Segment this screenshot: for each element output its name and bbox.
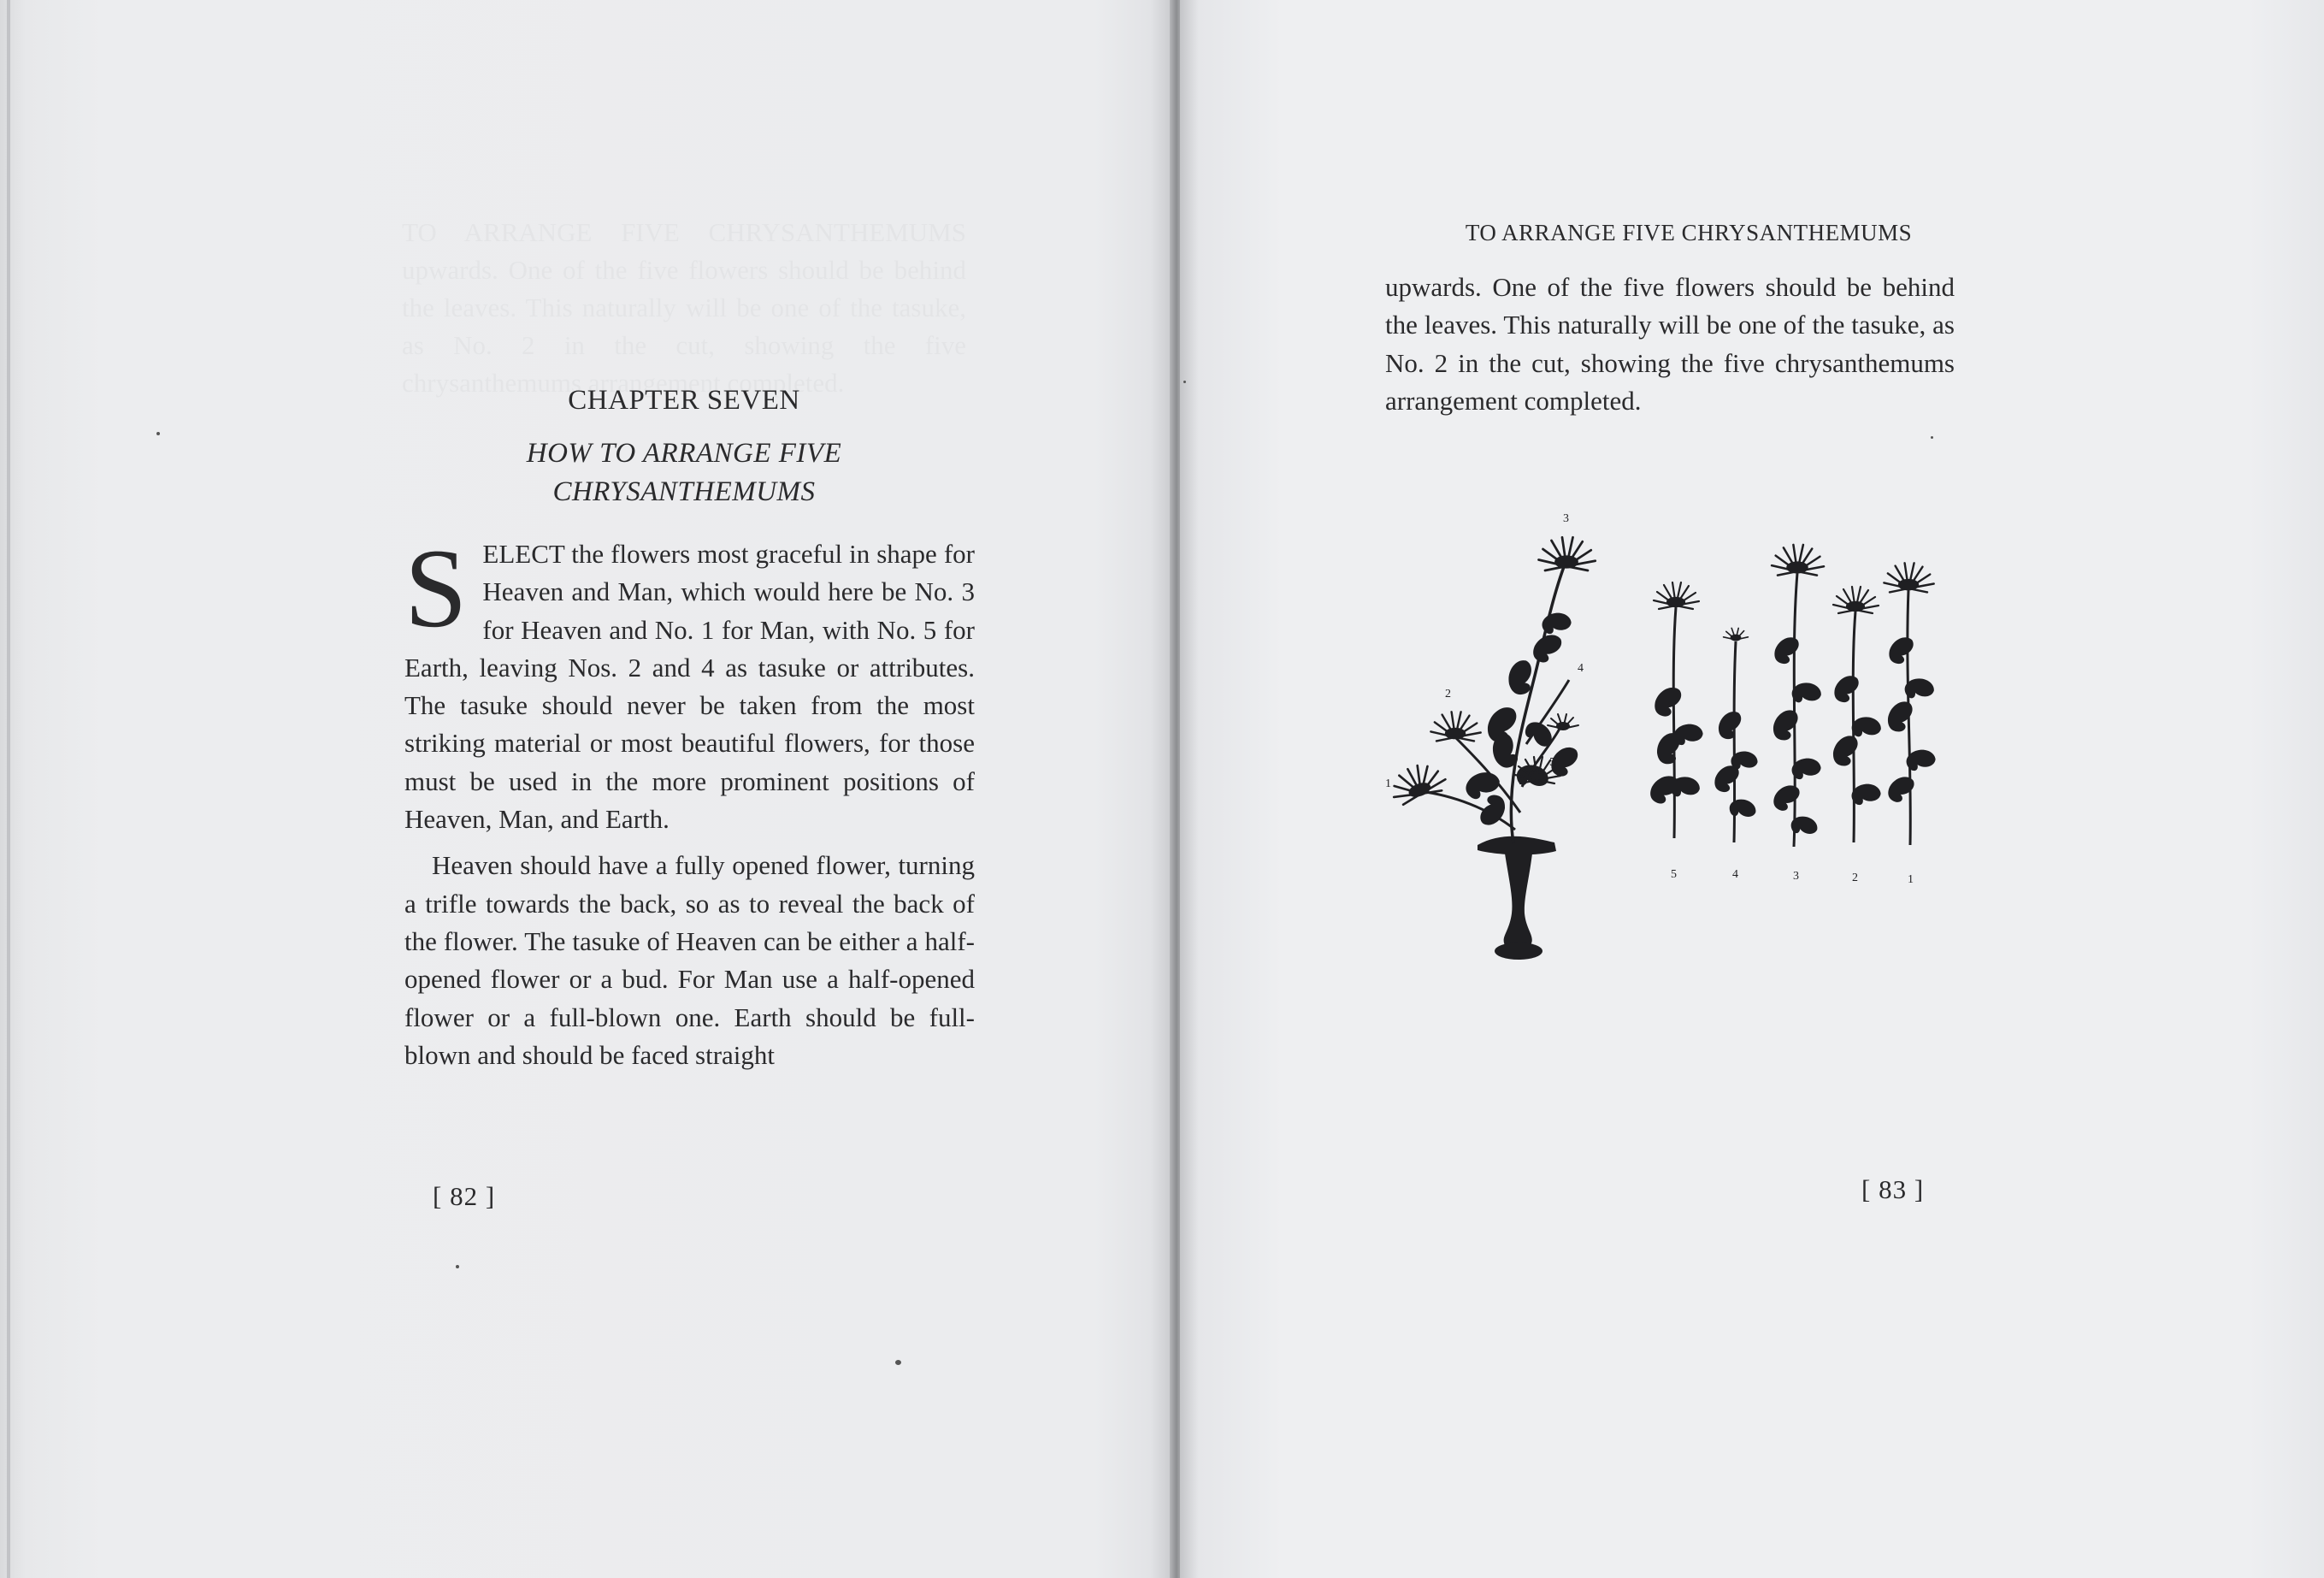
paragraph-heaven <box>404 847 975 1074</box>
show-through-text <box>402 214 966 402</box>
paper-speck <box>1931 436 1933 439</box>
running-head: TO ARRANGE FIVE CHRYSANTHEMUMS <box>1465 220 1913 245</box>
figure-label: 4 <box>1732 868 1738 881</box>
chapter-title-line1: HOW TO ARRANGE FIVE <box>526 438 842 469</box>
figure-label: 5 <box>1549 756 1555 769</box>
chrysanthemum-arrangement-illustration <box>1385 505 1984 984</box>
paper-speck <box>1183 381 1186 383</box>
figure-label: 2 <box>1852 872 1858 884</box>
drop-cap: S <box>404 525 468 651</box>
figure-label: 2 <box>1445 688 1451 700</box>
stem-3 <box>1767 545 1824 847</box>
page-edge <box>7 0 10 1578</box>
stem-5 <box>1648 582 1705 838</box>
paper-speck <box>156 432 160 435</box>
paragraph-select-text: ELECT the flowers most graceful in shape for Heaven and Man, which would here be No. 3 for Heaven and No. 1 for Man, with No. 5 for Earth, leaving Nos. 2 and 4 as tasuke or attributes. The tasuke should never be taken from the most striking material or most beautiful flowers, for those must be used in the more prominent positions of Heaven, Man, and Earth. <box>404 539 975 835</box>
vase-arrangement <box>1387 537 1596 960</box>
figure-label: 1 <box>1385 777 1391 790</box>
paper-speck <box>895 1360 901 1365</box>
paragraph-select <box>404 525 975 838</box>
chapter-title-line2: CHRYSANTHEMUMS <box>552 476 816 507</box>
page-number-left: [ 82 ] <box>433 1181 496 1211</box>
stem-2 <box>1826 587 1884 842</box>
figure-label: 4 <box>1578 662 1584 675</box>
page-number-right: [ 83 ] <box>1861 1174 1925 1204</box>
stem-4 <box>1710 628 1760 842</box>
figure-label: 3 <box>1563 512 1569 525</box>
paragraph-upwards <box>1385 269 1955 420</box>
figure-label: 1 <box>1908 873 1914 886</box>
left-body-text <box>404 525 975 1074</box>
chapter-title <box>402 434 966 511</box>
five-stems <box>1648 545 1938 847</box>
chapter-heading: CHAPTER SEVEN <box>568 385 800 416</box>
figure-label: 3 <box>1793 870 1799 883</box>
figure-label: 5 <box>1671 868 1677 881</box>
right-body-text <box>1385 269 1955 420</box>
paragraph-heaven-text: Heaven should have a fully opened flower, turning a trifle towards the back, so as to reveal the back of the flower. The tasuke of Heaven can be either a half-opened flower or a bud. For Man use a half-opened flower or a full-blown one. Earth should be full-blown and should be faced straight <box>404 850 975 1070</box>
paragraph-upwards-text: upwards. One of the five flowers should be behind the leaves. This naturally will be one of the tasuke, as No. 2 in the cut, showing the five chrysanthemums arrangement completed. <box>1385 272 1955 416</box>
stem-figure-labels <box>1671 868 1914 886</box>
stem-1 <box>1881 563 1938 845</box>
right-page <box>1180 0 2324 1578</box>
paper-speck <box>456 1265 459 1268</box>
